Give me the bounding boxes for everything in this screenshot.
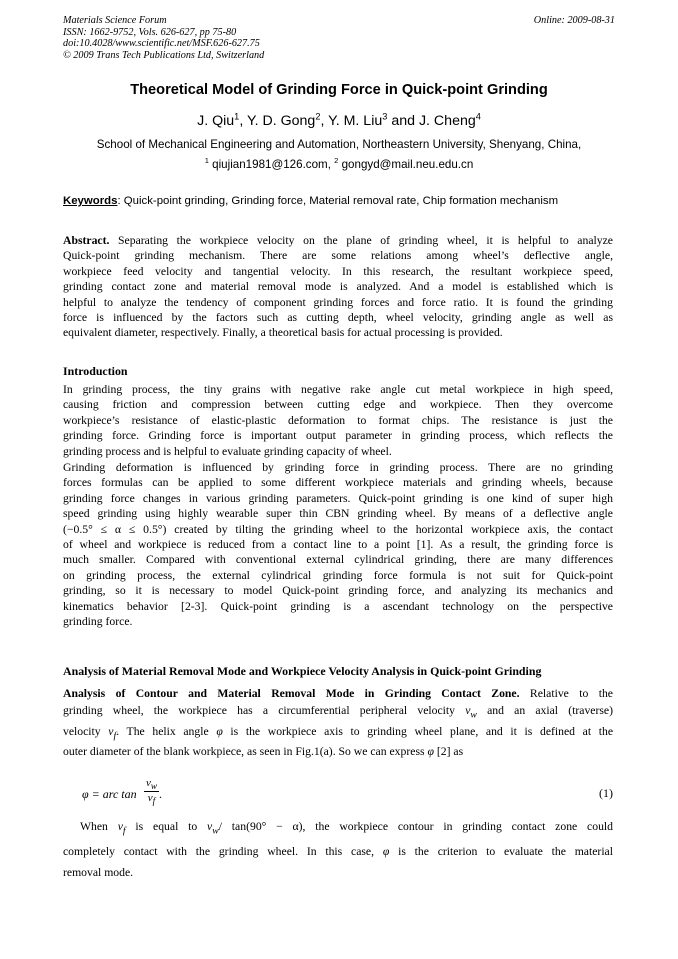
intro-paragraph-2 bbox=[63, 460, 613, 629]
equation-fraction bbox=[144, 777, 159, 806]
online-date: Online: 2009-08-31 bbox=[533, 15, 615, 26]
intro-line: on grinding process, the external cylindrical grinding force formula is not suit for Quick-point bbox=[63, 568, 613, 582]
intro-line: grinding process and is helpful to evaluate grinding capacity of wheel. bbox=[63, 444, 392, 458]
copyright: © 2009 Trans Tech Publications Ltd, Switzerland bbox=[63, 49, 265, 61]
analysis-text: Relative to the bbox=[519, 687, 613, 700]
intro-line: workpiece’s resistance of elastic-plastic deformation to format chips. The resistance is just the bbox=[63, 413, 613, 427]
paper-title: Theoretical Model of Grinding Force in Quick-point Grinding bbox=[130, 82, 548, 98]
author-sup: 1 bbox=[234, 111, 240, 122]
issn: ISSN: 1662-9752, Vols. 626-627, pp 75-80 bbox=[63, 26, 237, 38]
author-sup: 3 bbox=[382, 111, 388, 122]
equation-numerator: v bbox=[146, 777, 151, 789]
analysis-text: outer diameter of the blank workpiece, as seen in Fig.1(a). So we can express bbox=[63, 745, 428, 759]
intro-line: grinding, so it is necessary to model Quick-point grinding force, and analyzing its mechanics and bbox=[63, 584, 613, 598]
author-name: Y. D. Gong bbox=[246, 113, 316, 129]
equation-denominator-sub: f bbox=[152, 796, 156, 807]
equation-1 bbox=[82, 777, 613, 813]
symbol-phi: φ bbox=[382, 845, 390, 859]
journal-name: Materials Science Forum bbox=[63, 15, 167, 26]
doi[interactable]: doi:10.4028/www.scientific.net/MSF.626-627.75 bbox=[63, 38, 260, 50]
email-sup: 2 bbox=[334, 156, 339, 166]
abstract-line: force is influenced by the factors such as cutting depth, wheel velocity, grinding angle as well as bbox=[63, 311, 613, 325]
abstract-line: Quick-point grinding mechanism. There are some relations among wheel’s deflective angle, bbox=[63, 249, 613, 263]
abstract-line: equivalent diameter, respectively. Finally, a theoretical basis for actual processing is provided. bbox=[63, 326, 503, 340]
intro-line: grinding force. Grinding force is important output parameter in grinding process, which reflects the bbox=[63, 429, 613, 443]
symbol-vf-sub: f bbox=[122, 825, 126, 837]
affiliation: School of Mechanical Engineering and Automation, Northeastern University, Shenyang, China, bbox=[96, 138, 582, 151]
angle-range-math: (−0.5° ≤ α ≤ 0.5° bbox=[63, 522, 163, 536]
keywords-text: : Quick-point grinding, Grinding force, Material removal rate, Chip formation mechanism bbox=[117, 195, 559, 207]
email-line bbox=[0, 158, 678, 171]
author-sup: 4 bbox=[475, 111, 481, 122]
analysis-text: [2] as bbox=[433, 745, 464, 759]
analysis-text: and an axial (traverse) bbox=[476, 703, 614, 717]
after-equation-paragraph bbox=[63, 816, 613, 883]
symbol-vw-sub: w bbox=[470, 708, 477, 720]
intro-line: of wheel and workpiece is reduced from a contact line to a point [1]. As a result, the grinding force is bbox=[63, 538, 613, 552]
intro-line: causing friction and compression between cutting edge and workpiece. Then they overcome bbox=[63, 398, 613, 412]
symbol-vw: v bbox=[465, 703, 471, 717]
intro-line: much smaller. Compared with conventional external cylindrical grinding, there are many differences bbox=[63, 553, 613, 567]
symbol-vw-sub: w bbox=[212, 825, 219, 837]
email-address[interactable]: gongyd@mail.neu.edu.cn bbox=[341, 158, 474, 171]
symbol-vf: v bbox=[108, 724, 114, 738]
intro-line: created by tilting the grinding wheel to the horizontal workpiece axis, the contact bbox=[166, 522, 613, 536]
author-name: J. Cheng bbox=[418, 113, 476, 129]
intro-line: forces formulas can be applied to some different workpiece materials and grinding wheels, because bbox=[63, 476, 613, 490]
abstract-line: helpful to analyze the tendency of component grinding forces and force ratio. It is found the grinding bbox=[63, 295, 613, 309]
intro-paragraph-1 bbox=[63, 382, 613, 459]
abstract-line: workpiece feed velocity and tangential velocity. In this research, the resultant workpiece speed, bbox=[63, 264, 613, 278]
equation-number: (1) bbox=[599, 786, 613, 800]
intro-line: speed grinding using highly wearable super thin CBN grinding wheel. By means of a deflective angle bbox=[63, 507, 613, 521]
intro-line: Grinding deformation is influenced by grinding force in grinding process. There are no grinding bbox=[63, 461, 613, 474]
abstract-line: grinding contact zone and material removal mode is analyzed. And a model is established which is bbox=[63, 280, 613, 294]
section-heading-introduction: Introduction bbox=[63, 364, 128, 378]
intro-line: grinding force changes in various grinding parameters. Quick-point grinding is one kind of super high bbox=[63, 491, 613, 505]
analysis-paragraph bbox=[63, 686, 613, 761]
analysis-text: . The helix angle bbox=[116, 724, 217, 738]
body-text: is the criterion to evaluate the material bbox=[389, 845, 613, 859]
keywords bbox=[63, 195, 623, 207]
analysis-text: velocity bbox=[63, 724, 109, 738]
symbol-vf: v bbox=[117, 820, 123, 833]
intro-line: grinding force. bbox=[63, 615, 133, 629]
body-text: , the workpiece contour in grinding contact zone could bbox=[302, 820, 614, 833]
tan-expression: / tan(90° − α) bbox=[218, 820, 303, 833]
journal-header bbox=[63, 15, 615, 61]
abstract bbox=[63, 233, 613, 341]
body-text: completely contact with the grinding wheel. In this case, bbox=[63, 845, 383, 859]
abstract-line: Separating the workpiece velocity on the plane of grinding wheel, it is helpful to analyze bbox=[118, 234, 613, 247]
email-address[interactable]: qiujian1981@126.com, bbox=[212, 158, 331, 171]
intro-line: kinematics behavior [2-3]. Quick-point grinding is a ascendant technology on the perspective bbox=[63, 599, 613, 613]
keywords-label: Keywords bbox=[63, 195, 118, 207]
equation-numerator-sub: w bbox=[150, 781, 157, 792]
subsection-heading: Analysis of Contour and Material Removal Mode in Grinding Contact Zone. bbox=[63, 687, 520, 700]
abstract-label: Abstract. bbox=[63, 234, 110, 247]
equation-lhs: φ = arc tan bbox=[82, 787, 137, 801]
email-sup: 1 bbox=[204, 156, 209, 166]
author-name: Y. M. Liu bbox=[328, 113, 383, 129]
symbol-phi: φ bbox=[427, 745, 434, 759]
symbol-phi: φ bbox=[216, 724, 223, 738]
analysis-text: grinding wheel, the workpiece has a circumferential peripheral velocity bbox=[63, 703, 466, 717]
section-heading-analysis: Analysis of Material Removal Mode and Workpiece Velocity Analysis in Quick-point Grinding bbox=[63, 664, 542, 678]
intro-line: In grinding process, the tiny grains with negative rake angle cut metal workpiece in high speed, bbox=[63, 383, 613, 396]
symbol-vw: v bbox=[207, 820, 213, 833]
author-name: J. Qiu bbox=[197, 113, 235, 129]
equation-period: . bbox=[159, 787, 162, 801]
equation-denominator: v bbox=[147, 792, 153, 805]
body-text: removal mode. bbox=[63, 866, 134, 880]
body-text: When bbox=[80, 820, 118, 833]
author-list: J. Qiu$^1$, Y. D. Gong$^2$, Y. M. Liu$^3$ and J. Cheng$^4$ bbox=[197, 111, 481, 129]
math-close-paren: ) bbox=[162, 522, 167, 536]
body-text: is equal to bbox=[125, 820, 208, 833]
symbol-vf-sub: f bbox=[113, 729, 117, 741]
author-sup: 2 bbox=[315, 111, 321, 122]
analysis-text: is the workpiece axis to grinding wheel plane, and it is defined at the bbox=[222, 724, 614, 738]
